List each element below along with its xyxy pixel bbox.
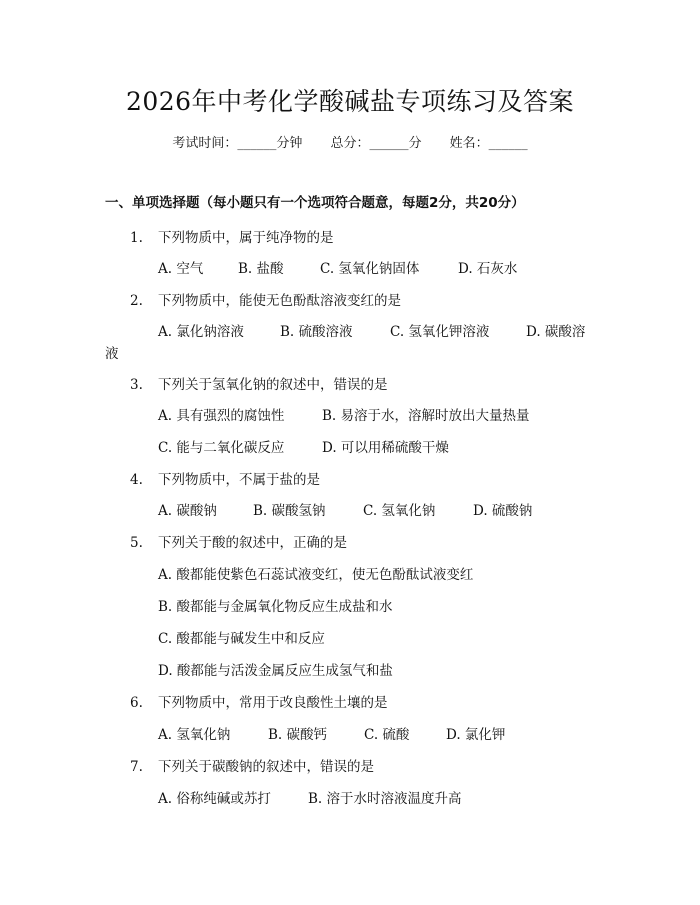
- option-b: B. 易溶于水，溶解时放出大量热量: [322, 408, 530, 424]
- question-4: [130, 468, 320, 488]
- question-number: 3.: [130, 377, 143, 393]
- option-c: C. 氢氧化钾溶液: [390, 324, 490, 340]
- question-text: 下列物质中，属于纯净物的是: [158, 230, 334, 246]
- option-b: B. 硫酸溶液: [280, 324, 353, 340]
- option-d: D. 氯化钾: [446, 727, 506, 743]
- question-number: 2.: [130, 293, 143, 309]
- question-text: 下列关于碳酸钠的叙述中，错误的是: [158, 759, 374, 775]
- page-title: 2026年中考化学酸碱盐专项练习及答案: [125, 87, 575, 116]
- option-a: A. 碳酸钠: [158, 503, 217, 519]
- question-number: 4.: [130, 472, 143, 488]
- option-a: A. 氢氧化钠: [158, 727, 231, 743]
- section-heading: 一、单项选择题（每小题只有一个选项符合题意，每题2分，共20分）: [105, 195, 525, 211]
- student-name-field: 姓名：______: [449, 136, 528, 151]
- option-a: A. 具有强烈的腐蚀性: [158, 408, 285, 424]
- option-b: B. 溶于水时溶液温度升高: [308, 791, 462, 807]
- option-a: A. 氯化钠溶液: [158, 324, 244, 340]
- question-7: [130, 755, 374, 775]
- question-7-options: [158, 787, 462, 807]
- option-c: C. 氢氧化钠: [363, 503, 436, 519]
- option-b: B. 碳酸氢钠: [253, 503, 326, 519]
- question-text: 下列物质中，不属于盐的是: [158, 472, 320, 488]
- option-c: C. 氢氧化钠固体: [320, 261, 420, 277]
- question-5-option-b: B. 酸都能与金属氧化物反应生成盐和水: [158, 599, 393, 615]
- question-2: [130, 289, 401, 309]
- option-d: D. 可以用稀硫酸干燥: [322, 440, 449, 456]
- question-text: 下列关于氢氧化钠的叙述中，错误的是: [158, 377, 388, 393]
- question-6-options: [158, 723, 505, 743]
- question-1: [130, 226, 334, 246]
- option-a: A. 空气: [158, 261, 204, 277]
- question-2-options: [158, 320, 585, 340]
- question-5-option-d: D. 酸都能与活泼金属反应生成氢气和盐: [158, 663, 393, 679]
- question-6: [130, 691, 388, 711]
- option-d: D. 碳酸溶: [526, 324, 586, 340]
- question-text: 下列物质中，能使无色酚酞溶液变红的是: [158, 293, 401, 309]
- option-d: D. 硫酸钠: [473, 503, 533, 519]
- option-a: A. 俗称纯碱或苏打: [158, 791, 271, 807]
- question-1-options: [158, 257, 517, 277]
- option-b: B. 盐酸: [238, 261, 284, 277]
- option-b: B. 碳酸钙: [268, 727, 328, 743]
- exam-time-field: 考试时间：______分钟: [172, 136, 303, 151]
- question-number: 1.: [130, 230, 143, 246]
- question-4-options: [158, 499, 532, 519]
- option-c: C. 硫酸: [364, 727, 410, 743]
- question-3-options-row-1: [158, 404, 530, 424]
- question-number: 5.: [130, 535, 143, 551]
- question-text: 下列关于酸的叙述中，正确的是: [158, 535, 347, 551]
- question-3-options-row-2: [158, 436, 449, 456]
- total-score-field: 总分：______分: [330, 136, 422, 151]
- question-5: [130, 531, 347, 551]
- exam-meta: [0, 132, 700, 151]
- question-5-option-c: C. 酸都能与碱发生中和反应: [158, 631, 325, 647]
- option-c: C. 能与二氧化碳反应: [158, 440, 285, 456]
- option-d: D. 石灰水: [458, 261, 518, 277]
- question-number: 6.: [130, 695, 143, 711]
- question-text: 下列物质中，常用于改良酸性土壤的是: [158, 695, 388, 711]
- question-number: 7.: [130, 759, 143, 775]
- question-3: [130, 373, 388, 393]
- option-d-wrap: 液: [105, 346, 119, 362]
- question-5-option-a: A. 酸都能使紫色石蕊试液变红，使无色酚酞试液变红: [158, 567, 474, 583]
